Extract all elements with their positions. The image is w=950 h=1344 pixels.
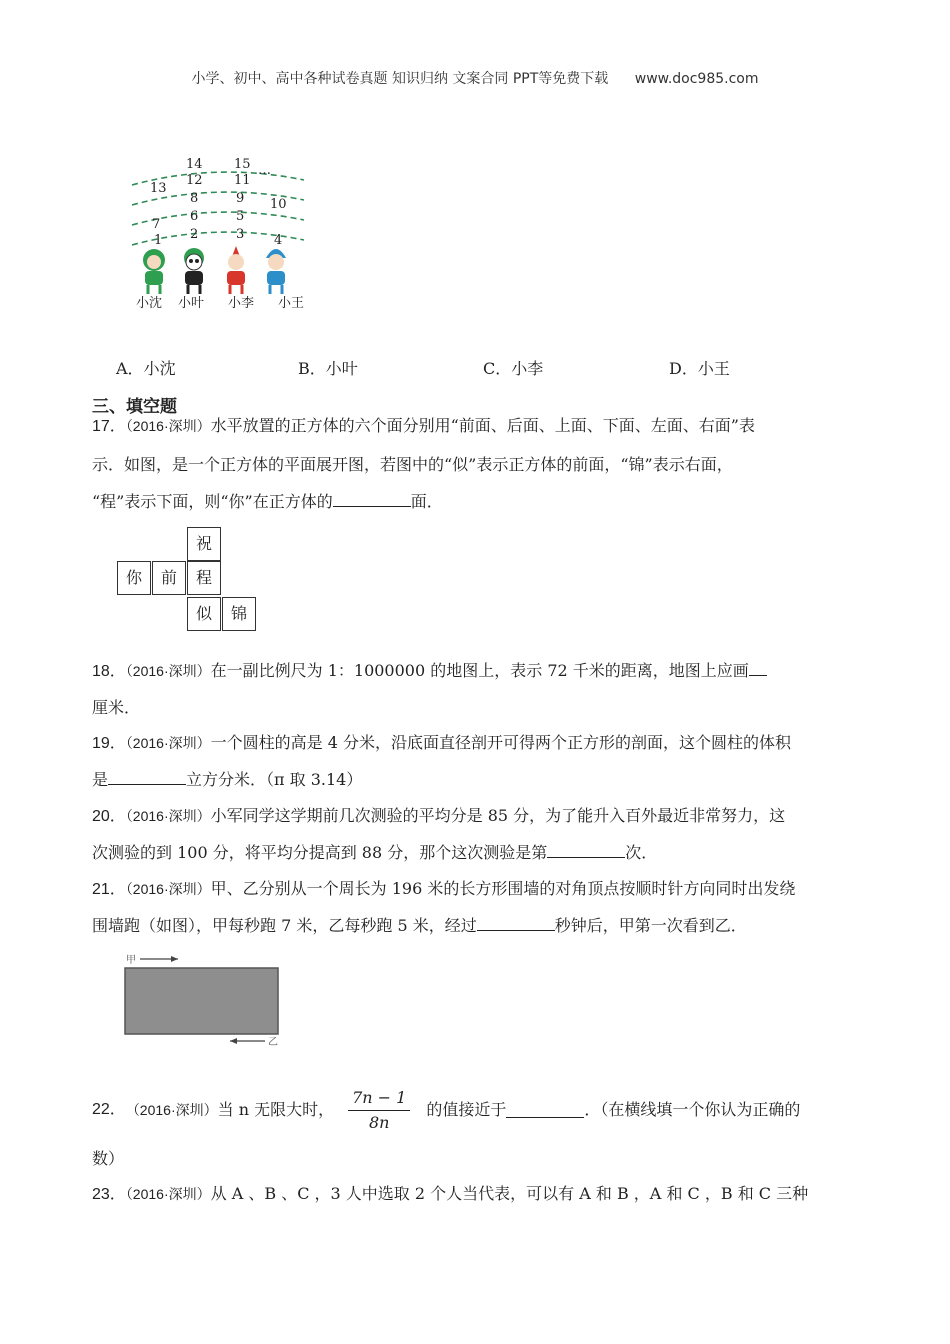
- q22-source: （2016·深圳）: [125, 1102, 218, 1118]
- wall-figure: [120, 950, 290, 1055]
- header-text: 小学、初中、高中各种试卷真题 知识归纳 文案合同 PPT等免费下载: [191, 71, 609, 87]
- num-ellipsis: …: [258, 163, 271, 178]
- q21-line1: [92, 879, 795, 900]
- option-a[interactable]: [116, 356, 176, 379]
- q17-text3a: “程”表示下面，则“你”在正方体的: [92, 492, 333, 511]
- num-10: 10: [270, 197, 287, 212]
- q23-text1: 从 A 、B 、C ，3 人中选取 2 个人当代表，可以有 A 和 B ，A 和 C ，B 和 C 三种: [210, 1184, 809, 1203]
- option-c[interactable]: [483, 356, 543, 379]
- q17-number: 17．: [92, 418, 126, 435]
- mascot-4-icon: [266, 249, 286, 294]
- num-3: 3: [236, 227, 245, 242]
- option-b[interactable]: [298, 356, 358, 379]
- q21-text2b: 秒钟后，甲第一次看到乙．: [554, 916, 747, 935]
- q17-line3: [92, 492, 443, 512]
- num-11: 11: [234, 173, 251, 188]
- q21-text2a: 围墙跑（如图），甲每秒跑 7 米，乙每秒跑 5 米，经过: [92, 916, 477, 935]
- num-15: 15: [234, 157, 251, 172]
- num-14: 14: [186, 157, 203, 172]
- net-cell-jin: 锦: [222, 597, 256, 631]
- q19-source: （2016·深圳）: [125, 735, 211, 751]
- name-xiaoli: 小李: [228, 296, 255, 311]
- q21-text1: 甲、乙分别从一个周长为 196 米的长方形围墙的对角顶点按顺时针方向同时出发绕: [210, 879, 796, 898]
- q18-answer-blank[interactable]: [749, 661, 767, 676]
- cube-net: [117, 527, 259, 633]
- name-xiaoshen: 小沈: [136, 296, 163, 311]
- num-7: 7: [152, 217, 161, 232]
- option-b-text: 小叶: [325, 359, 358, 378]
- net-cell-ni: 你: [117, 561, 151, 595]
- q21-answer-blank[interactable]: [477, 916, 555, 931]
- q22-number: 22．: [92, 1101, 126, 1118]
- section-title: 三、填空题: [92, 397, 177, 417]
- q20-text1: 小军同学这学期前几次测验的平均分是 85 分，为了能升入百外最近非常努力，这: [210, 806, 786, 825]
- option-d[interactable]: [669, 356, 730, 379]
- q23-line1: [92, 1184, 808, 1205]
- q18-source: （2016·深圳）: [125, 663, 211, 679]
- q20-number: 20．: [92, 808, 126, 825]
- q19-line1: [92, 733, 791, 754]
- q23-source: （2016·深圳）: [125, 1186, 211, 1202]
- q18-line1: [92, 661, 767, 682]
- q20-source: （2016·深圳）: [125, 808, 211, 824]
- q23-number: 23．: [92, 1186, 126, 1203]
- q22-line2: 数）: [92, 1149, 125, 1168]
- option-c-text: 小李: [511, 359, 544, 378]
- q22-answer-blank[interactable]: [506, 1103, 584, 1118]
- net-cell-qian: 前: [152, 561, 186, 595]
- net-cell-cheng: 程: [187, 561, 221, 595]
- q21-source: （2016·深圳）: [125, 881, 211, 897]
- option-b-letter: B．: [298, 359, 326, 378]
- num-6: 6: [190, 209, 199, 224]
- name-xiaowang: 小王: [278, 296, 305, 311]
- q22-text-a: 当 n 无限大时，: [217, 1100, 335, 1119]
- option-a-text: 小沈: [143, 359, 176, 378]
- net-cell-zhu: 祝: [187, 527, 221, 561]
- header-site[interactable]: www.doc985.com: [634, 71, 759, 87]
- option-a-letter: A．: [116, 359, 144, 378]
- arrow-jia-head-icon: [171, 956, 178, 962]
- q19-text1: 一个圆柱的高是 4 分米，沿底面直径剖开可得两个正方形的剖面，这个圆柱的体积: [210, 733, 791, 752]
- name-xiaoye: 小叶: [178, 296, 205, 311]
- q18-text1: 在一副比例尺为 1：1000000 的地图上，表示 72 千米的距离，地图上应画: [210, 661, 749, 680]
- q22-line1: [92, 1088, 800, 1132]
- q22-frac-num: 7n − 1: [348, 1088, 410, 1111]
- q19-text2b: 立方分米．（π 取 3.14）: [186, 770, 363, 789]
- num-9: 9: [236, 191, 245, 206]
- mascot-figure: [126, 150, 316, 315]
- q20-answer-blank[interactable]: [547, 843, 625, 858]
- q17-text3b: 面．: [410, 492, 443, 511]
- q17-line2: 示．如图，是一个正方体的平面展开图，若图中的“似”表示正方体的前面，“锦”表示右面，: [92, 455, 733, 474]
- q20-line1: [92, 806, 785, 827]
- mascot-2-icon: [184, 248, 204, 294]
- label-yi: 乙: [268, 1037, 278, 1048]
- q17-answer-blank[interactable]: [333, 492, 411, 507]
- option-d-text: 小王: [697, 359, 730, 378]
- q17-text1: 水平放置的正方体的六个面分别用“前面、后面、上面、下面、左面、右面”表: [210, 416, 755, 435]
- q18-line2: 厘米．: [92, 698, 141, 717]
- num-5: 5: [236, 209, 245, 224]
- num-4: 4: [274, 233, 283, 248]
- label-jia: 甲: [126, 955, 136, 966]
- num-1: 1: [154, 233, 163, 248]
- num-8: 8: [190, 191, 199, 206]
- q21-line2: [92, 916, 747, 936]
- q17-line1: [92, 416, 755, 437]
- q20-text2a: 次测验的到 100 分，将平均分提高到 88 分，那个这次测验是第: [92, 843, 548, 862]
- option-d-letter: D．: [669, 359, 698, 378]
- q19-text2a: 是: [92, 770, 109, 789]
- q20-line2: [92, 843, 657, 863]
- q19-answer-blank[interactable]: [108, 770, 186, 785]
- wall-rectangle: [125, 968, 278, 1034]
- arrow-yi-head-icon: [230, 1038, 237, 1044]
- q17-source: （2016·深圳）: [125, 418, 211, 434]
- num-2: 2: [190, 227, 199, 242]
- q22-fraction: [348, 1088, 410, 1133]
- q22-text-b: 的值接近于: [426, 1100, 507, 1119]
- mascot-1-icon: [143, 249, 165, 294]
- q19-number: 19．: [92, 735, 126, 752]
- q22-text-c: ．（在横线填一个你认为正确的: [584, 1100, 801, 1119]
- num-13: 13: [150, 181, 167, 196]
- q22-frac-den: 8n: [368, 1112, 390, 1132]
- num-12: 12: [186, 173, 203, 188]
- q20-text2b: 次．: [625, 843, 658, 862]
- option-c-letter: C．: [483, 359, 512, 378]
- net-cell-si: 似: [187, 597, 221, 631]
- page-header: [0, 68, 950, 88]
- q21-number: 21．: [92, 881, 126, 898]
- q18-number: 18．: [92, 663, 126, 680]
- mascot-3-icon: [227, 246, 245, 294]
- q19-line2: [92, 770, 362, 790]
